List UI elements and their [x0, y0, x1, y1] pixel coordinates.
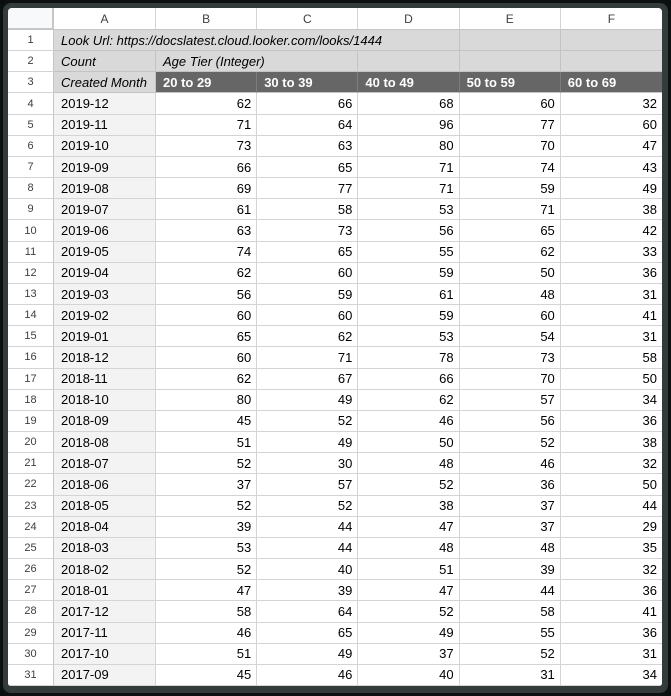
value-cell[interactable]: 31 [561, 644, 662, 665]
row-number-cell[interactable]: 6 [8, 136, 54, 157]
month-cell[interactable]: 2019-11 [54, 115, 156, 136]
value-cell[interactable]: 52 [358, 474, 459, 495]
month-cell[interactable]: 2019-06 [54, 220, 156, 241]
month-cell[interactable]: 2018-09 [54, 411, 156, 432]
sheet-grid [8, 8, 662, 686]
month-cell[interactable]: 2019-05 [54, 242, 156, 263]
value-cell[interactable]: 52 [460, 432, 561, 453]
row-number-cell[interactable]: 24 [8, 517, 54, 538]
empty-cell[interactable] [460, 51, 561, 72]
value-cell[interactable]: 73 [156, 136, 257, 157]
month-cell[interactable]: 2018-11 [54, 369, 156, 390]
month-cell[interactable]: 2017-11 [54, 623, 156, 644]
row-number-cell[interactable]: 2 [8, 51, 54, 72]
month-cell[interactable]: 2019-09 [54, 157, 156, 178]
row-number-cell[interactable]: 4 [8, 93, 54, 114]
month-cell[interactable]: 2018-02 [54, 559, 156, 580]
month-cell[interactable]: 2019-07 [54, 199, 156, 220]
value-cell[interactable]: 38 [358, 496, 459, 517]
month-cell[interactable]: 2019-10 [54, 136, 156, 157]
value-cell[interactable]: 47 [358, 580, 459, 601]
value-cell[interactable]: 31 [561, 284, 662, 305]
value-cell[interactable]: 50 [561, 474, 662, 495]
value-cell[interactable]: 53 [156, 538, 257, 559]
value-cell[interactable]: 71 [358, 178, 459, 199]
value-cell[interactable]: 36 [561, 580, 662, 601]
value-cell[interactable]: 37 [460, 496, 561, 517]
row-number-cell[interactable]: 25 [8, 538, 54, 559]
value-cell[interactable]: 71 [156, 115, 257, 136]
value-cell[interactable]: 52 [156, 559, 257, 580]
value-cell[interactable]: 47 [561, 136, 662, 157]
value-cell[interactable]: 78 [358, 347, 459, 368]
value-cell[interactable]: 52 [460, 644, 561, 665]
month-cell[interactable]: 2018-07 [54, 453, 156, 474]
age-tier-header-cell[interactable]: 60 to 69 [561, 72, 662, 93]
value-cell[interactable]: 74 [156, 242, 257, 263]
row-number-cell[interactable]: 26 [8, 559, 54, 580]
value-cell[interactable]: 71 [358, 157, 459, 178]
row-number-cell[interactable]: 3 [8, 72, 54, 93]
column-header-f[interactable]: F [561, 8, 662, 30]
value-cell[interactable]: 36 [561, 411, 662, 432]
value-cell[interactable]: 52 [257, 496, 358, 517]
value-cell[interactable]: 59 [358, 305, 459, 326]
value-cell[interactable]: 60 [460, 93, 561, 114]
value-cell[interactable]: 65 [460, 220, 561, 241]
value-cell[interactable]: 80 [156, 390, 257, 411]
value-cell[interactable]: 60 [156, 305, 257, 326]
month-cell[interactable]: 2017-09 [54, 665, 156, 686]
value-cell[interactable]: 96 [358, 115, 459, 136]
row-number-cell[interactable]: 31 [8, 665, 54, 686]
value-cell[interactable]: 35 [561, 538, 662, 559]
value-cell[interactable]: 42 [561, 220, 662, 241]
month-cell[interactable]: 2017-12 [54, 601, 156, 622]
value-cell[interactable]: 65 [257, 242, 358, 263]
row-number-cell[interactable]: 12 [8, 263, 54, 284]
value-cell[interactable]: 56 [358, 220, 459, 241]
row-number-cell[interactable]: 7 [8, 157, 54, 178]
value-cell[interactable]: 65 [156, 326, 257, 347]
month-cell[interactable]: 2019-04 [54, 263, 156, 284]
value-cell[interactable]: 47 [156, 580, 257, 601]
value-cell[interactable]: 52 [156, 453, 257, 474]
dimension-label-cell[interactable]: Created Month [54, 72, 156, 93]
month-cell[interactable]: 2019-08 [54, 178, 156, 199]
value-cell[interactable]: 59 [257, 284, 358, 305]
row-number-cell[interactable]: 11 [8, 242, 54, 263]
empty-cell[interactable] [358, 51, 459, 72]
value-cell[interactable]: 49 [257, 390, 358, 411]
row-number-cell[interactable]: 13 [8, 284, 54, 305]
value-cell[interactable]: 48 [460, 538, 561, 559]
row-number-cell[interactable]: 28 [8, 601, 54, 622]
value-cell[interactable]: 53 [358, 326, 459, 347]
value-cell[interactable]: 48 [358, 453, 459, 474]
row-number-cell[interactable]: 5 [8, 115, 54, 136]
value-cell[interactable]: 64 [257, 115, 358, 136]
row-number-cell[interactable]: 16 [8, 347, 54, 368]
value-cell[interactable]: 45 [156, 665, 257, 686]
value-cell[interactable]: 46 [358, 411, 459, 432]
value-cell[interactable]: 37 [460, 517, 561, 538]
value-cell[interactable]: 60 [257, 263, 358, 284]
value-cell[interactable]: 40 [358, 665, 459, 686]
value-cell[interactable]: 51 [358, 559, 459, 580]
value-cell[interactable]: 37 [358, 644, 459, 665]
value-cell[interactable]: 50 [460, 263, 561, 284]
value-cell[interactable]: 63 [257, 136, 358, 157]
empty-cell[interactable] [561, 30, 662, 51]
row-number-cell[interactable]: 10 [8, 220, 54, 241]
look-url-cell[interactable]: Look Url: https://docslatest.cloud.looker.com/looks/1444 [54, 30, 460, 51]
value-cell[interactable]: 62 [156, 263, 257, 284]
row-number-cell[interactable]: 19 [8, 411, 54, 432]
value-cell[interactable]: 44 [257, 538, 358, 559]
value-cell[interactable]: 73 [257, 220, 358, 241]
value-cell[interactable]: 46 [460, 453, 561, 474]
value-cell[interactable]: 67 [257, 369, 358, 390]
value-cell[interactable]: 77 [257, 178, 358, 199]
row-number-cell[interactable]: 15 [8, 326, 54, 347]
month-cell[interactable]: 2019-02 [54, 305, 156, 326]
value-cell[interactable]: 65 [257, 157, 358, 178]
row-number-cell[interactable]: 21 [8, 453, 54, 474]
column-header-e[interactable]: E [460, 8, 561, 30]
row-number-cell[interactable]: 22 [8, 474, 54, 495]
row-number-cell[interactable]: 1 [8, 30, 54, 51]
value-cell[interactable]: 71 [460, 199, 561, 220]
column-header-d[interactable]: D [358, 8, 459, 30]
value-cell[interactable]: 73 [460, 347, 561, 368]
value-cell[interactable]: 57 [460, 390, 561, 411]
value-cell[interactable]: 70 [460, 369, 561, 390]
row-number-cell[interactable]: 20 [8, 432, 54, 453]
value-cell[interactable]: 60 [561, 115, 662, 136]
value-cell[interactable]: 62 [358, 390, 459, 411]
value-cell[interactable]: 31 [561, 326, 662, 347]
value-cell[interactable]: 62 [257, 326, 358, 347]
value-cell[interactable]: 69 [156, 178, 257, 199]
value-cell[interactable]: 59 [358, 263, 459, 284]
value-cell[interactable]: 55 [358, 242, 459, 263]
value-cell[interactable]: 49 [257, 644, 358, 665]
value-cell[interactable]: 68 [358, 93, 459, 114]
month-cell[interactable]: 2018-04 [54, 517, 156, 538]
age-tier-header-cell[interactable]: 20 to 29 [156, 72, 257, 93]
month-cell[interactable]: 2018-12 [54, 347, 156, 368]
month-cell[interactable]: 2018-01 [54, 580, 156, 601]
value-cell[interactable]: 38 [561, 432, 662, 453]
value-cell[interactable]: 48 [358, 538, 459, 559]
row-number-cell[interactable]: 8 [8, 178, 54, 199]
value-cell[interactable]: 31 [460, 665, 561, 686]
value-cell[interactable]: 54 [460, 326, 561, 347]
value-cell[interactable]: 62 [156, 93, 257, 114]
value-cell[interactable]: 50 [358, 432, 459, 453]
value-cell[interactable]: 50 [561, 369, 662, 390]
row-number-cell[interactable]: 14 [8, 305, 54, 326]
value-cell[interactable]: 39 [460, 559, 561, 580]
value-cell[interactable]: 37 [156, 474, 257, 495]
value-cell[interactable]: 49 [561, 178, 662, 199]
value-cell[interactable]: 36 [561, 623, 662, 644]
value-cell[interactable]: 29 [561, 517, 662, 538]
value-cell[interactable]: 52 [156, 496, 257, 517]
value-cell[interactable]: 45 [156, 411, 257, 432]
value-cell[interactable]: 58 [561, 347, 662, 368]
value-cell[interactable]: 32 [561, 453, 662, 474]
value-cell[interactable]: 39 [156, 517, 257, 538]
value-cell[interactable]: 59 [460, 178, 561, 199]
value-cell[interactable]: 70 [460, 136, 561, 157]
value-cell[interactable]: 63 [156, 220, 257, 241]
age-tier-header-cell[interactable]: 40 to 49 [358, 72, 459, 93]
value-cell[interactable]: 43 [561, 157, 662, 178]
value-cell[interactable]: 52 [257, 411, 358, 432]
select-all-corner[interactable] [8, 8, 54, 30]
value-cell[interactable]: 60 [460, 305, 561, 326]
value-cell[interactable]: 51 [156, 644, 257, 665]
value-cell[interactable]: 34 [561, 665, 662, 686]
value-cell[interactable]: 40 [257, 559, 358, 580]
value-cell[interactable]: 51 [156, 432, 257, 453]
row-number-cell[interactable]: 9 [8, 199, 54, 220]
value-cell[interactable]: 33 [561, 242, 662, 263]
value-cell[interactable]: 56 [156, 284, 257, 305]
month-cell[interactable]: 2018-05 [54, 496, 156, 517]
value-cell[interactable]: 61 [156, 199, 257, 220]
value-cell[interactable]: 80 [358, 136, 459, 157]
value-cell[interactable]: 57 [257, 474, 358, 495]
value-cell[interactable]: 46 [257, 665, 358, 686]
value-cell[interactable]: 48 [460, 284, 561, 305]
value-cell[interactable]: 36 [561, 263, 662, 284]
value-cell[interactable]: 44 [561, 496, 662, 517]
value-cell[interactable]: 66 [257, 93, 358, 114]
value-cell[interactable]: 77 [460, 115, 561, 136]
value-cell[interactable]: 62 [460, 242, 561, 263]
value-cell[interactable]: 49 [257, 432, 358, 453]
value-cell[interactable]: 64 [257, 601, 358, 622]
value-cell[interactable]: 71 [257, 347, 358, 368]
value-cell[interactable]: 39 [257, 580, 358, 601]
value-cell[interactable]: 60 [257, 305, 358, 326]
age-tier-header-cell[interactable]: 30 to 39 [257, 72, 358, 93]
value-cell[interactable]: 58 [156, 601, 257, 622]
row-number-cell[interactable]: 17 [8, 369, 54, 390]
value-cell[interactable]: 32 [561, 93, 662, 114]
value-cell[interactable]: 62 [156, 369, 257, 390]
value-cell[interactable]: 56 [460, 411, 561, 432]
value-cell[interactable]: 49 [358, 623, 459, 644]
value-cell[interactable]: 34 [561, 390, 662, 411]
value-cell[interactable]: 74 [460, 157, 561, 178]
age-tier-header-cell[interactable]: 50 to 59 [460, 72, 561, 93]
value-cell[interactable]: 65 [257, 623, 358, 644]
value-cell[interactable]: 58 [460, 601, 561, 622]
month-cell[interactable]: 2018-08 [54, 432, 156, 453]
row-number-cell[interactable]: 29 [8, 623, 54, 644]
month-cell[interactable]: 2018-10 [54, 390, 156, 411]
value-cell[interactable]: 66 [358, 369, 459, 390]
month-cell[interactable]: 2019-12 [54, 93, 156, 114]
value-cell[interactable]: 47 [358, 517, 459, 538]
value-cell[interactable]: 61 [358, 284, 459, 305]
value-cell[interactable]: 38 [561, 199, 662, 220]
value-cell[interactable]: 32 [561, 559, 662, 580]
month-cell[interactable]: 2018-03 [54, 538, 156, 559]
value-cell[interactable]: 36 [460, 474, 561, 495]
value-cell[interactable]: 41 [561, 305, 662, 326]
row-number-cell[interactable]: 30 [8, 644, 54, 665]
value-cell[interactable]: 44 [460, 580, 561, 601]
pivot-label-cell[interactable]: Age Tier (Integer) [156, 51, 358, 72]
value-cell[interactable]: 30 [257, 453, 358, 474]
value-cell[interactable]: 66 [156, 157, 257, 178]
row-number-cell[interactable]: 23 [8, 496, 54, 517]
month-cell[interactable]: 2019-01 [54, 326, 156, 347]
value-cell[interactable]: 46 [156, 623, 257, 644]
empty-cell[interactable] [460, 30, 561, 51]
column-header-c[interactable]: C [257, 8, 358, 30]
value-cell[interactable]: 53 [358, 199, 459, 220]
month-cell[interactable]: 2019-03 [54, 284, 156, 305]
row-number-cell[interactable]: 18 [8, 390, 54, 411]
empty-cell[interactable] [561, 51, 662, 72]
value-cell[interactable]: 44 [257, 517, 358, 538]
column-header-a[interactable]: A [54, 8, 156, 30]
value-cell[interactable]: 55 [460, 623, 561, 644]
month-cell[interactable]: 2018-06 [54, 474, 156, 495]
row-number-cell[interactable]: 27 [8, 580, 54, 601]
value-cell[interactable]: 60 [156, 347, 257, 368]
month-cell[interactable]: 2017-10 [54, 644, 156, 665]
measure-label-cell[interactable]: Count [54, 51, 156, 72]
value-cell[interactable]: 58 [257, 199, 358, 220]
column-header-b[interactable]: B [156, 8, 257, 30]
value-cell[interactable]: 41 [561, 601, 662, 622]
value-cell[interactable]: 52 [358, 601, 459, 622]
